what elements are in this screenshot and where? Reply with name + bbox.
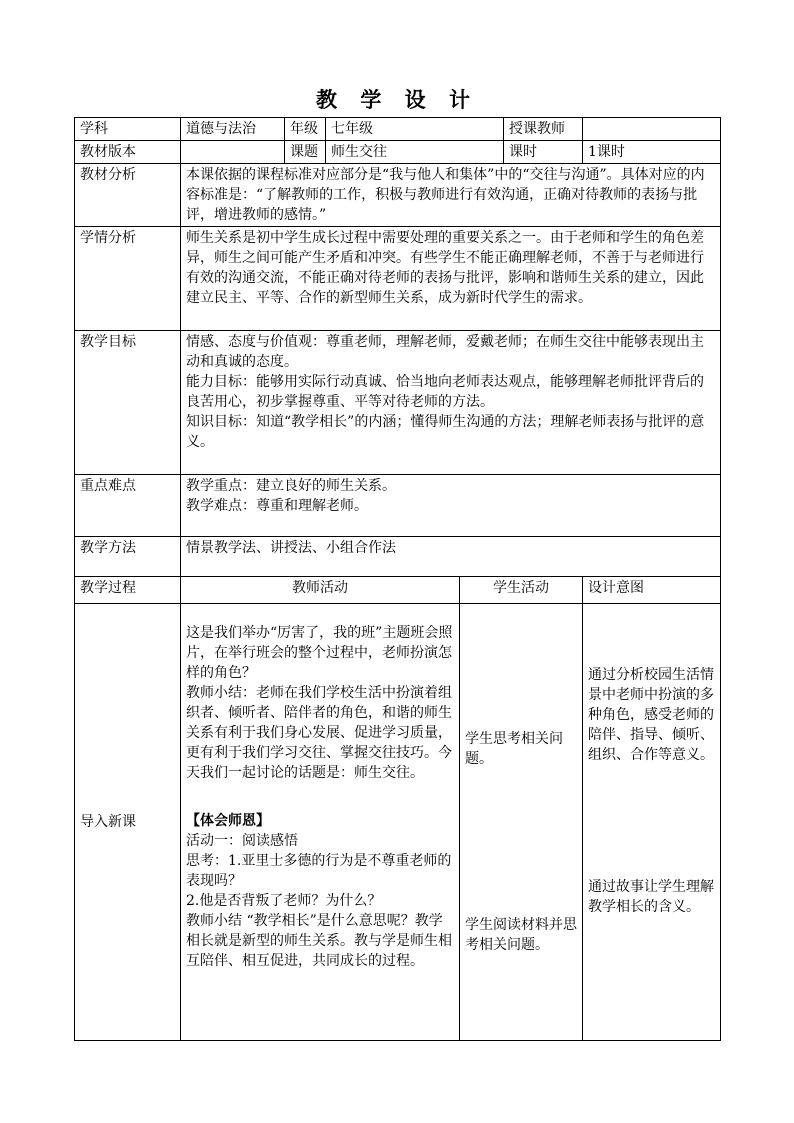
student-activity-1: 学生思考相关问题。 bbox=[465, 731, 563, 767]
process-row bbox=[75, 604, 721, 1041]
info-row-2 bbox=[75, 141, 721, 164]
student-analysis-row bbox=[75, 227, 721, 331]
topic-label: 课题 bbox=[285, 141, 326, 164]
teacher-activity-col: 教师活动 bbox=[181, 577, 460, 604]
teacher-question-1: 思考：1.亚里士多德的行为是不尊重老师的表现吗？ bbox=[186, 853, 452, 889]
method-text: 情景教学法、讲授法、小组合作法 bbox=[181, 537, 721, 577]
hours-value: 1课时 bbox=[583, 141, 721, 164]
teacher-label: 授课教师 bbox=[504, 118, 583, 141]
teacher-paragraph-1: 这是我们举办“厉害了，我的班”主题班会照片，在举行班会的整个过程中，老师扮演怎样的角色？ bbox=[186, 625, 453, 681]
design-intent-col: 设计意图 bbox=[583, 577, 721, 604]
design-intent-cell bbox=[583, 604, 721, 1041]
subject-value: 道德与法治 bbox=[181, 118, 285, 141]
grade-value: 七年级 bbox=[326, 118, 504, 141]
teacher-activity-title: 活动一：阅读感悟 bbox=[186, 833, 298, 849]
student-activity-col: 学生活动 bbox=[460, 577, 583, 604]
goal-cell bbox=[181, 331, 721, 475]
student-activity-cell bbox=[460, 604, 583, 1041]
material-row bbox=[75, 164, 721, 227]
student-analysis-text: 师生关系是初中学生成长过程中需要处理的重要关系之一。由于老师和学生的角色差异，师生之间可能产生矛盾和冲突。有些学生不能正确理解老师，不善于与老师进行有效的沟通交流，不能正确对待老师的表扬与批评，影响和谐师生关系的建立，因此建立民主、平等、合作的新型师生关系，成为新时代学生的需求。 bbox=[181, 227, 721, 331]
method-label: 教学方法 bbox=[75, 537, 181, 577]
edition-label: 教材版本 bbox=[75, 141, 181, 164]
material-label: 教材分析 bbox=[75, 164, 181, 227]
subject-label: 学科 bbox=[75, 118, 181, 141]
process-col-label: 教学过程 bbox=[75, 577, 181, 604]
key-difficulty: 教学难点：尊重和理解老师。 bbox=[186, 498, 368, 514]
edition-value bbox=[181, 141, 285, 164]
hours-label: 课时 bbox=[504, 141, 583, 164]
design-intent-1: 通过分析校园生活情景中老师中扮演的多种角色，感受老师的陪伴、指导、倾听、组织、合作等意义。 bbox=[588, 667, 714, 763]
page-title: 教 学 设 计 bbox=[316, 87, 478, 112]
grade-label: 年级 bbox=[285, 118, 326, 141]
student-analysis-label: 学情分析 bbox=[75, 227, 181, 331]
teacher-question-2: 2.他是否背叛了老师？为什么？ bbox=[186, 893, 382, 909]
key-label: 重点难点 bbox=[75, 475, 181, 537]
key-cell bbox=[181, 475, 721, 537]
process-header-row bbox=[75, 577, 721, 604]
goal-knowledge: 知识目标：知道“教学相长”的内涵；懂得师生沟通的方法；理解老师表扬与批评的意义。 bbox=[186, 414, 705, 450]
key-row bbox=[75, 475, 721, 537]
teacher-section-heading: 【体会师恩】 bbox=[186, 813, 270, 829]
design-intent-2: 通过故事让学生理解教学相长的含义。 bbox=[588, 879, 714, 915]
goal-ability: 能力目标：能够用实际行动真诚、恰当地向老师表达观点，能够理解老师批评背后的良苦用心，初步掌握尊重、平等对待老师的方法。 bbox=[186, 374, 704, 410]
topic-value: 师生交往 bbox=[326, 141, 504, 164]
key-focus: 教学重点：建立良好的师生关系。 bbox=[186, 478, 396, 494]
teacher-activity-cell bbox=[181, 604, 460, 1041]
teacher-summary: 教师小结 “教学相长”是什么意思呢？教学相长就是新型的师生关系。教与学是师生相互陪伴、相互促进，共同成长的过程。 bbox=[186, 913, 452, 969]
lesson-plan-table bbox=[74, 117, 721, 1041]
goal-emotion: 情感、态度与价值观：尊重老师，理解老师，爱戴老师；在师生交往中能够表现出主动和真诚的态度。 bbox=[186, 334, 704, 370]
stage-label: 导入新课 bbox=[75, 604, 181, 1041]
teacher-value bbox=[583, 118, 721, 141]
info-row-1 bbox=[75, 118, 721, 141]
method-row bbox=[75, 537, 721, 577]
goal-row bbox=[75, 331, 721, 475]
material-text: 本课依据的课程标准对应部分是“我与他人和集体”中的“交往与沟通”。具体对应的内容标准是：“了解教师的工作，积极与教师进行有效沟通，正确对待教师的表扬与批评，增进教师的感情。” bbox=[181, 164, 721, 227]
student-activity-2: 学生阅读材料并思考相关问题。 bbox=[465, 917, 577, 953]
goal-label: 教学目标 bbox=[75, 331, 181, 475]
teacher-paragraph-2: 教师小结：老师在我们学校生活中扮演着组织者、倾听者、陪伴者的角色，和谐的师生关系有利于我们身心发展、促进学习质量，更有利于我们学习交往、掌握交往技巧。今天我们一起讨论的话题是：师生交往。 bbox=[186, 685, 452, 781]
